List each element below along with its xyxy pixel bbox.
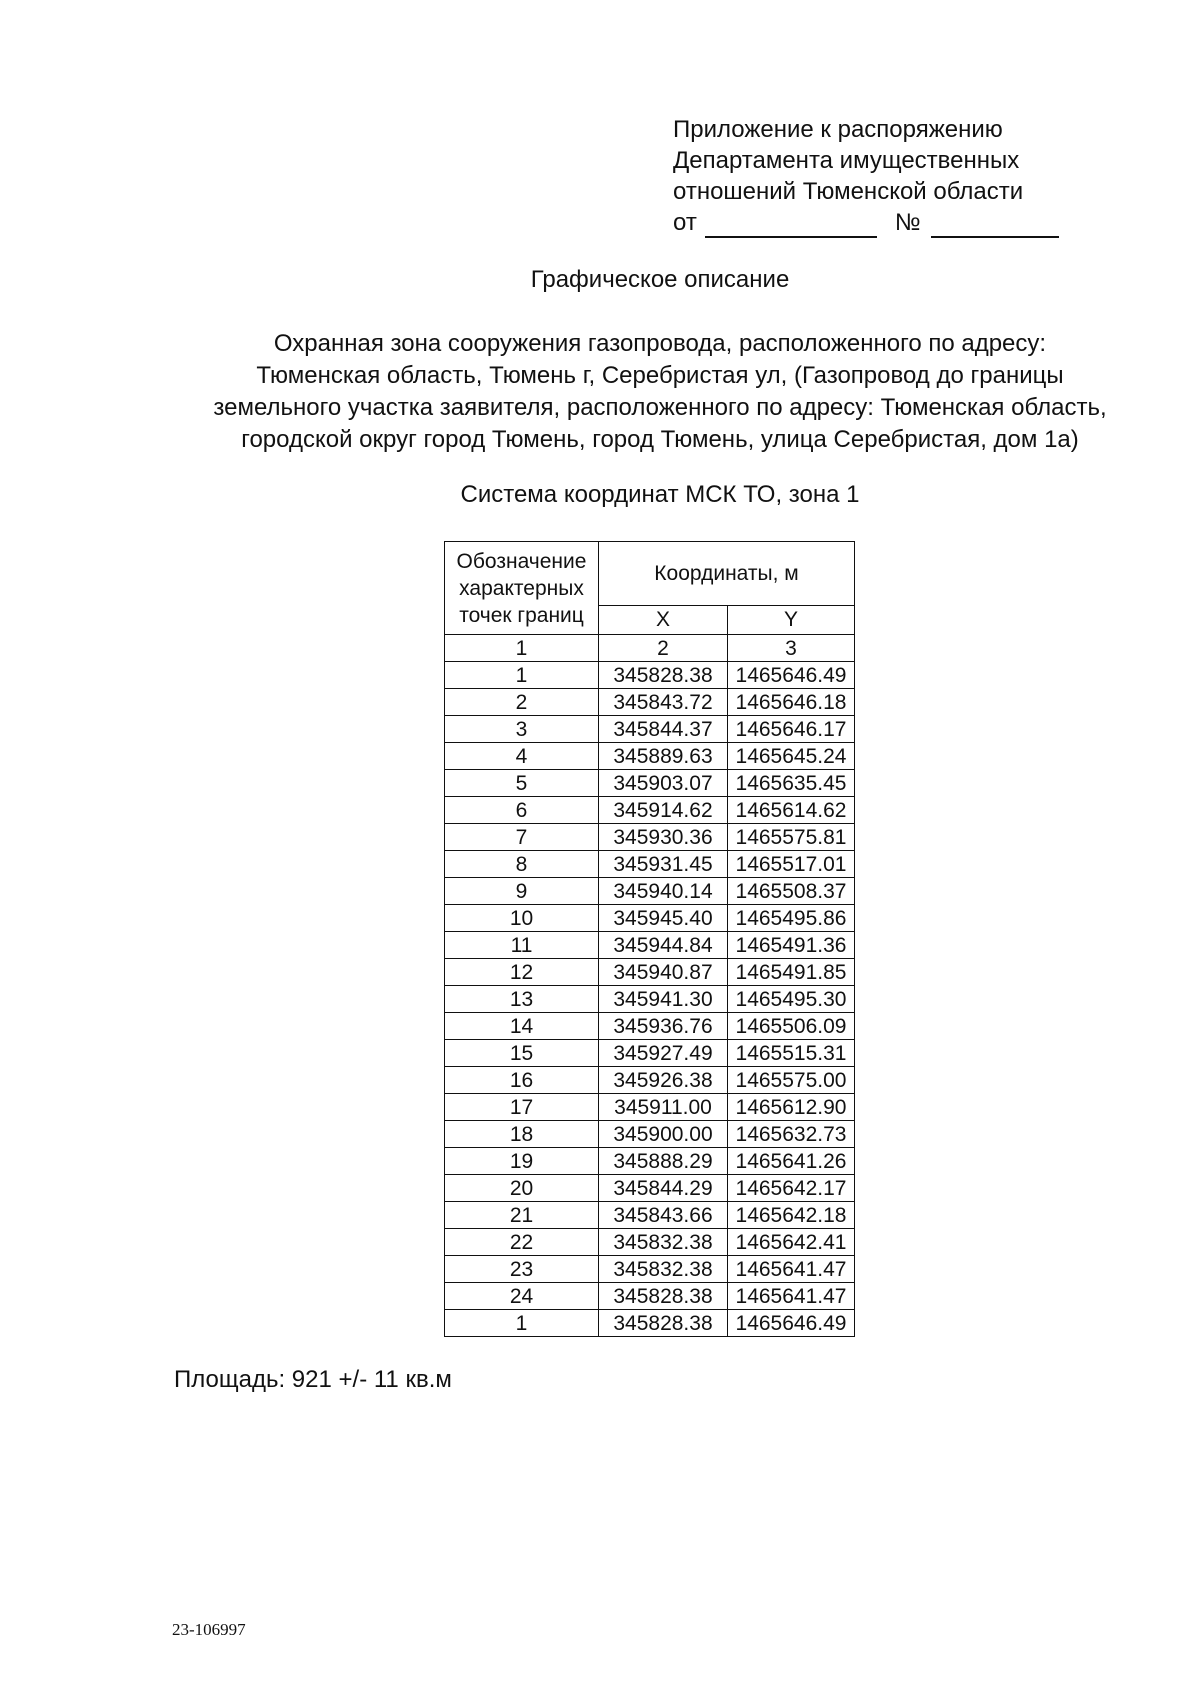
- point-number-cell: 3: [445, 716, 599, 743]
- description-line: земельного участка заявителя, расположенного по адресу: Тюменская область,: [213, 394, 1107, 421]
- header-coordinates: Координаты, м: [599, 542, 855, 606]
- y-coordinate-cell: 1465645.24: [728, 743, 855, 770]
- table-row: [445, 689, 855, 716]
- column-number: 1: [445, 635, 599, 662]
- table-row: [445, 1256, 855, 1283]
- appendix-block: [673, 114, 1059, 238]
- y-coordinate-cell: 1465641.47: [728, 1283, 855, 1310]
- x-coordinate-cell: 345944.84: [599, 932, 728, 959]
- table-row: [445, 1310, 855, 1337]
- column-number-row: [445, 635, 855, 662]
- x-coordinate-cell: 345945.40: [599, 905, 728, 932]
- y-coordinate-cell: 1465646.49: [728, 1310, 855, 1337]
- table-row: [445, 662, 855, 689]
- table-row: [445, 1148, 855, 1175]
- table-row: [445, 1067, 855, 1094]
- table-row: [445, 932, 855, 959]
- point-number-cell: 5: [445, 770, 599, 797]
- date-prefix: от: [673, 209, 697, 236]
- y-coordinate-cell: 1465642.41: [728, 1229, 855, 1256]
- y-coordinate-cell: 1465641.47: [728, 1256, 855, 1283]
- y-coordinate-cell: 1465646.18: [728, 689, 855, 716]
- y-coordinate-cell: 1465646.49: [728, 662, 855, 689]
- y-coordinate-cell: 1465515.31: [728, 1040, 855, 1067]
- x-coordinate-cell: 345930.36: [599, 824, 728, 851]
- y-coordinate-cell: 1465635.45: [728, 770, 855, 797]
- document-title: Графическое описание: [530, 266, 790, 293]
- point-number-cell: 4: [445, 743, 599, 770]
- header-y: Y: [728, 605, 855, 634]
- table-row: [445, 1121, 855, 1148]
- x-coordinate-cell: 345903.07: [599, 770, 728, 797]
- header-designation: [445, 542, 599, 635]
- table-row: [445, 824, 855, 851]
- description-line: городской округ город Тюмень, город Тюмень, улица Серебристая, дом 1а): [241, 426, 1079, 453]
- x-coordinate-cell: 345844.37: [599, 716, 728, 743]
- header-designation-line: характерных: [459, 576, 584, 600]
- table-row: [445, 1094, 855, 1121]
- point-number-cell: 23: [445, 1256, 599, 1283]
- x-coordinate-cell: 345844.29: [599, 1175, 728, 1202]
- y-coordinate-cell: 1465575.81: [728, 824, 855, 851]
- number-blank-line: [931, 214, 1059, 238]
- x-coordinate-cell: 345889.63: [599, 743, 728, 770]
- table-header-row: [445, 542, 855, 606]
- column-number: 3: [728, 635, 855, 662]
- point-number-cell: 7: [445, 824, 599, 851]
- x-coordinate-cell: 345843.66: [599, 1202, 728, 1229]
- y-coordinate-cell: 1465612.90: [728, 1094, 855, 1121]
- table-row: [445, 743, 855, 770]
- point-number-cell: 19: [445, 1148, 599, 1175]
- x-coordinate-cell: 345832.38: [599, 1256, 728, 1283]
- point-number-cell: 12: [445, 959, 599, 986]
- point-number-cell: 2: [445, 689, 599, 716]
- x-coordinate-cell: 345828.38: [599, 1283, 728, 1310]
- y-coordinate-cell: 1465495.86: [728, 905, 855, 932]
- zone-description: [160, 328, 1160, 456]
- x-coordinate-cell: 345911.00: [599, 1094, 728, 1121]
- description-line: Охранная зона сооружения газопровода, расположенного по адресу:: [273, 330, 1047, 357]
- point-number-cell: 13: [445, 986, 599, 1013]
- point-number-cell: 21: [445, 1202, 599, 1229]
- point-number-cell: 8: [445, 851, 599, 878]
- point-number-cell: 20: [445, 1175, 599, 1202]
- y-coordinate-cell: 1465506.09: [728, 1013, 855, 1040]
- x-coordinate-cell: 345828.38: [599, 662, 728, 689]
- y-coordinate-cell: 1465646.17: [728, 716, 855, 743]
- y-coordinate-cell: 1465641.26: [728, 1148, 855, 1175]
- y-coordinate-cell: 1465491.85: [728, 959, 855, 986]
- table-row: [445, 1040, 855, 1067]
- y-coordinate-cell: 1465575.00: [728, 1067, 855, 1094]
- x-coordinate-cell: 345900.00: [599, 1121, 728, 1148]
- table-row: [445, 851, 855, 878]
- point-number-cell: 6: [445, 797, 599, 824]
- table-row: [445, 1283, 855, 1310]
- y-coordinate-cell: 1465495.30: [728, 986, 855, 1013]
- y-coordinate-cell: 1465517.01: [728, 851, 855, 878]
- point-number-cell: 18: [445, 1121, 599, 1148]
- date-blank-line: [705, 214, 877, 238]
- x-coordinate-cell: 345828.38: [599, 1310, 728, 1337]
- table-row: [445, 959, 855, 986]
- appendix-date-number-line: [673, 207, 1059, 238]
- x-coordinate-cell: 345888.29: [599, 1148, 728, 1175]
- point-number-cell: 22: [445, 1229, 599, 1256]
- point-number-cell: 24: [445, 1283, 599, 1310]
- appendix-line-2: Департамента имущественных: [673, 147, 1020, 174]
- document-number: 23-106997: [172, 1620, 246, 1639]
- number-sign: №: [894, 209, 921, 236]
- point-number-cell: 1: [445, 1310, 599, 1337]
- x-coordinate-cell: 345927.49: [599, 1040, 728, 1067]
- x-coordinate-cell: 345941.30: [599, 986, 728, 1013]
- table-row: [445, 1013, 855, 1040]
- description-line: Тюменская область, Тюмень г, Серебристая ул, (Газопровод до границы: [256, 362, 1064, 389]
- point-number-cell: 10: [445, 905, 599, 932]
- column-number: 2: [599, 635, 728, 662]
- x-coordinate-cell: 345843.72: [599, 689, 728, 716]
- table-row: [445, 905, 855, 932]
- point-number-cell: 17: [445, 1094, 599, 1121]
- area-text: Площадь: 921 +/- 11 кв.м: [174, 1366, 452, 1393]
- point-number-cell: 14: [445, 1013, 599, 1040]
- y-coordinate-cell: 1465614.62: [728, 797, 855, 824]
- table-row: [445, 716, 855, 743]
- x-coordinate-cell: 345832.38: [599, 1229, 728, 1256]
- table-row: [445, 770, 855, 797]
- point-number-cell: 9: [445, 878, 599, 905]
- y-coordinate-cell: 1465491.36: [728, 932, 855, 959]
- y-coordinate-cell: 1465508.37: [728, 878, 855, 905]
- x-coordinate-cell: 345936.76: [599, 1013, 728, 1040]
- header-designation-line: Обозначение: [456, 549, 587, 573]
- table-row: [445, 1175, 855, 1202]
- table-row: [445, 1229, 855, 1256]
- x-coordinate-cell: 345926.38: [599, 1067, 728, 1094]
- x-coordinate-cell: 345940.14: [599, 878, 728, 905]
- header-designation-line: точек границ: [459, 603, 584, 627]
- appendix-line-1: Приложение к распоряжению: [673, 116, 1003, 143]
- header-x: X: [599, 605, 728, 634]
- x-coordinate-cell: 345914.62: [599, 797, 728, 824]
- y-coordinate-cell: 1465632.73: [728, 1121, 855, 1148]
- table-row: [445, 1202, 855, 1229]
- coordinate-system-label: Система координат МСК ТО, зона 1: [460, 481, 860, 508]
- y-coordinate-cell: 1465642.18: [728, 1202, 855, 1229]
- table-row: [445, 878, 855, 905]
- appendix-line-3: отношений Тюменской области: [673, 178, 1024, 205]
- point-number-cell: 1: [445, 662, 599, 689]
- point-number-cell: 16: [445, 1067, 599, 1094]
- x-coordinate-cell: 345931.45: [599, 851, 728, 878]
- point-number-cell: 11: [445, 932, 599, 959]
- y-coordinate-cell: 1465642.17: [728, 1175, 855, 1202]
- coordinates-table: [444, 541, 855, 1337]
- point-number-cell: 15: [445, 1040, 599, 1067]
- table-row: [445, 986, 855, 1013]
- x-coordinate-cell: 345940.87: [599, 959, 728, 986]
- table-row: [445, 797, 855, 824]
